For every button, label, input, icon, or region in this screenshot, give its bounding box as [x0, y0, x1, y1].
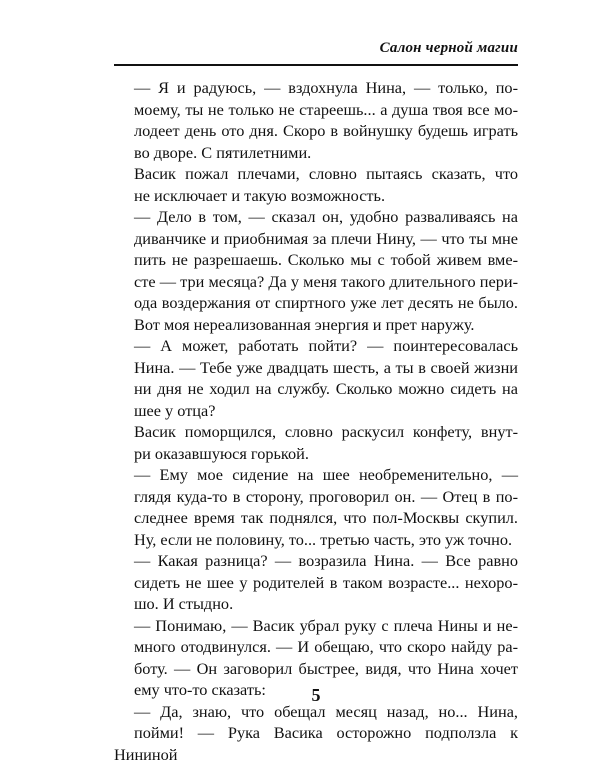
paragraph	[114, 550, 518, 615]
paragraph	[114, 421, 518, 464]
text-line: боту. — Он заговорил быстрее, видя, что Нина хочет	[114, 658, 518, 680]
text-line: ода воздержания от спиртного уже лет десять не было.	[114, 292, 518, 314]
text-line: пойми! — Рука Васика осторожно подползла к Нининой	[114, 722, 518, 765]
text-line: — А может, работать пойти? — поинтересовалась	[114, 335, 518, 357]
text-line: Ну, если не половину, то... третью часть, это уж точно.	[114, 529, 518, 551]
paragraph	[114, 464, 518, 550]
text-line: Васик поморщился, словно раскусил конфету, внут-	[114, 421, 518, 443]
text-line: ему что-то сказать:	[114, 679, 518, 701]
text-line: моему, ты не только не стареешь... а душа твоя все мо-	[114, 99, 518, 121]
text-line: Нина. — Тебе уже двадцать шесть, а ты в своей жизни	[114, 357, 518, 379]
running-title: Салон черной магии	[380, 40, 518, 57]
paragraph	[114, 77, 518, 163]
text-line: шо. И стыдно.	[114, 593, 518, 615]
paragraph	[114, 335, 518, 421]
text-line: не исключает и такую возможность.	[114, 185, 518, 207]
paragraph	[114, 701, 518, 765]
text-line: ри оказавшуюся горькой.	[114, 443, 518, 465]
text-line: Васик пожал плечами, словно пытаясь сказать, что	[114, 163, 518, 185]
text-line: пить не разрешаешь. Сколько мы с тобой живем вме-	[114, 249, 518, 271]
text-line: — Да, знаю, что обещал месяц назад, но... Нина,	[114, 701, 518, 723]
page-number: 5	[0, 685, 600, 706]
text-line: ни дня не ходил на службу. Сколько можно сидеть на	[114, 378, 518, 400]
text-line: во дворе. С пятилетними.	[114, 142, 518, 164]
header-rule	[114, 64, 518, 66]
text-line: — Я и радуюсь, — вздохнула Нина, — только, по-	[114, 77, 518, 99]
text-line: сте — три месяца? Да у меня такого длительного пери-	[114, 271, 518, 293]
text-line: — Ему мое сидение на шее необременительно, —	[114, 464, 518, 486]
text-line: шее у отца?	[114, 400, 518, 422]
text-line: следнее время так поднялся, что пол-Москвы скупил.	[114, 507, 518, 529]
text-line: — Дело в том, — сказал он, удобно разваливаясь на	[114, 206, 518, 228]
paragraph	[114, 163, 518, 206]
text-line: сидеть не шее у родителей в таком возрасте... нехоро-	[114, 572, 518, 594]
text-line: глядя куда-то в сторону, проговорил он. — Отец в по-	[114, 486, 518, 508]
text-line: много отодвинулся. — И обещаю, что скоро найду ра-	[114, 636, 518, 658]
text-line: лодеет день ото дня. Скоро в войнушку будешь играть	[114, 120, 518, 142]
text-line: — Какая разница? — возразила Нина. — Все равно	[114, 550, 518, 572]
paragraph	[114, 206, 518, 335]
text-line: Вот моя нереализованная энергия и прет наружу.	[114, 314, 518, 336]
text-line: диванчике и приобнимая за плечи Нину, — что ты мне	[114, 228, 518, 250]
text-line: — Понимаю, — Васик убрал руку с плеча Нины и не-	[114, 615, 518, 637]
body-text	[114, 77, 518, 765]
